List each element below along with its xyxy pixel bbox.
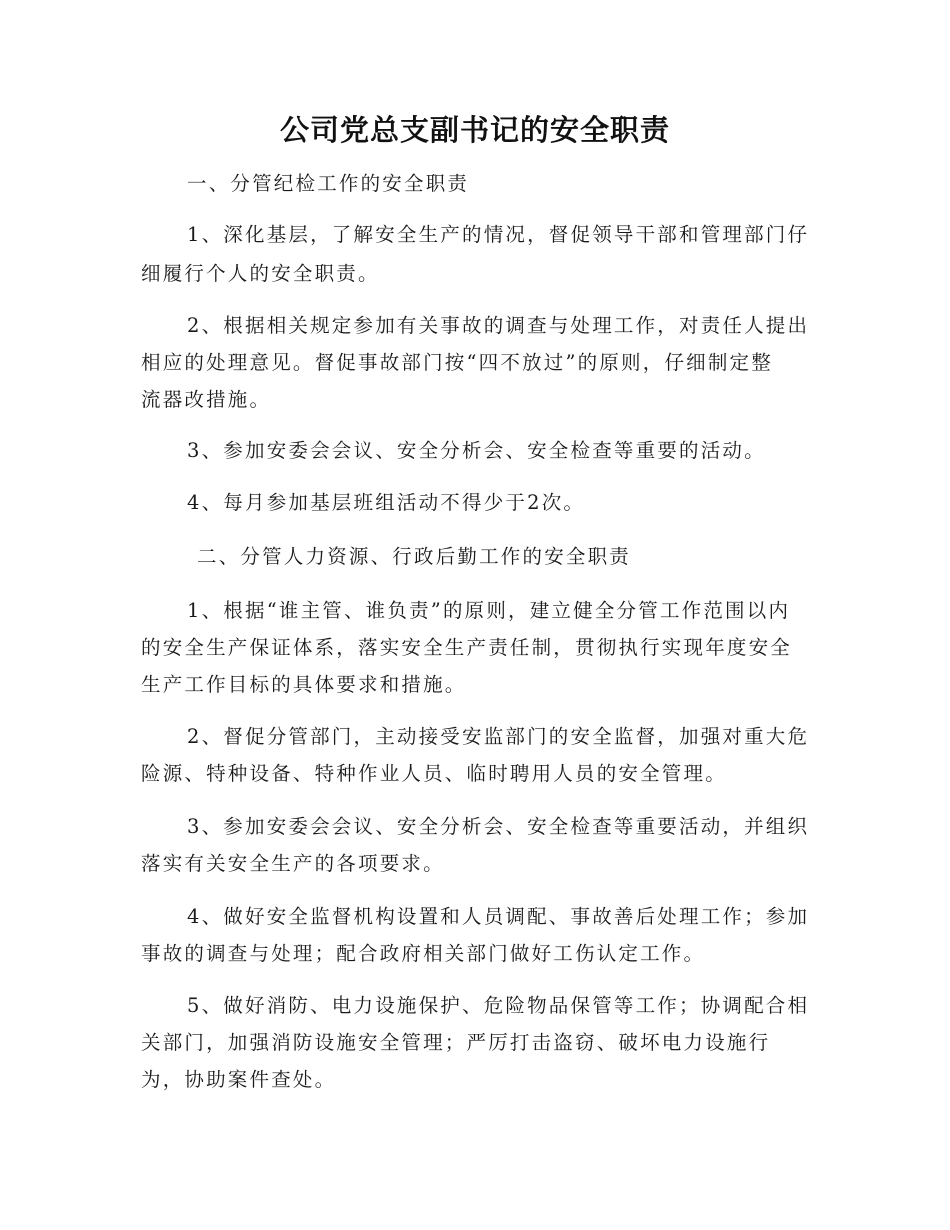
paragraph-line: 为，协助案件查处。 <box>141 1068 337 1091</box>
paragraph-line: 落实有关安全生产的各项要求。 <box>141 852 445 875</box>
document-title: 公司党总支副书记的安全职责 <box>279 113 670 147</box>
paragraph-line: 细履行个人的安全职责。 <box>141 262 380 285</box>
paragraph-line: 1、深化基层，了解安全生产的情况，督促领导干部和管理部门仔 <box>187 223 810 246</box>
paragraph-line: 4、每月参加基层班组活动不得少于2次。 <box>187 491 586 514</box>
paragraph-line: 2、根据相关规定参加有关事故的调查与处理工作，对责任人提出 <box>187 314 810 337</box>
paragraph-line: 1、根据“谁主管、谁负责”的原则，建立健全分管工作范围以内 <box>187 599 791 622</box>
paragraph-line: 2、督促分管部门，主动接受安监部门的安全监督，加强对重大危 <box>187 725 810 748</box>
paragraph-line: 相应的处理意见。督促事故部门按“四不放过”的原则，仔细制定整 <box>141 351 773 374</box>
paragraph-line: 事故的调查与处理；配合政府相关部门做好工伤认定工作。 <box>141 942 706 965</box>
paragraph-line: 生产工作目标的具体要求和措施。 <box>141 673 467 696</box>
section-heading-2: 二、分管人力资源、行政后勤工作的安全职责 <box>197 545 632 568</box>
paragraph-line: 3、参加安委会会议、安全分析会、安全检查等重要活动，并组织 <box>187 815 810 838</box>
paragraph-line: 的安全生产保证体系，落实安全生产责任制，贯彻执行实现年度安全 <box>141 636 793 659</box>
paragraph-line: 3、参加安委会会议、安全分析会、安全检查等重要的活动。 <box>187 439 766 462</box>
paragraph-line: 关部门，加强消防设施安全管理；严厉打击盗窃、破坏电力设施行 <box>141 1031 771 1054</box>
paragraph-line: 4、做好安全监督机构设置和人员调配、事故善后处理工作；参加 <box>187 905 810 928</box>
section-heading-1: 一、分管纪检工作的安全职责 <box>187 172 470 195</box>
paragraph-line: 流器改措施。 <box>141 388 272 411</box>
paragraph-line: 5、做好消防、电力设施保护、危险物品保管等工作；协调配合相 <box>187 994 810 1017</box>
paragraph-line: 险源、特种设备、特种作业人员、临时聘用人员的安全管理。 <box>141 762 727 785</box>
